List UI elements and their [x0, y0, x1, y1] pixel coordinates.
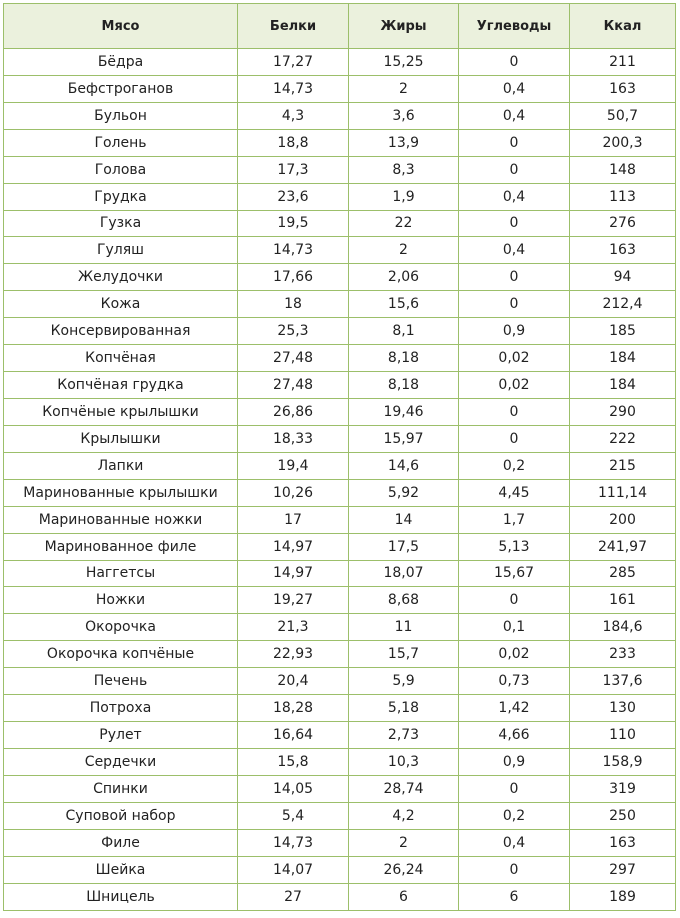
cell-carbs: 0,02 — [459, 372, 570, 399]
cell-meat: Шницель — [4, 883, 238, 910]
cell-meat: Маринованные ножки — [4, 506, 238, 533]
cell-fat: 8,68 — [349, 587, 459, 614]
cell-carbs: 5,13 — [459, 533, 570, 560]
cell-meat: Копчёная грудка — [4, 372, 238, 399]
cell-fat: 14,6 — [349, 452, 459, 479]
cell-carbs: 0,9 — [459, 748, 570, 775]
cell-kcal: 241,97 — [570, 533, 676, 560]
cell-fat: 2 — [349, 75, 459, 102]
table-row — [4, 695, 676, 722]
cell-meat: Копчёные крылышки — [4, 398, 238, 425]
cell-fat: 13,9 — [349, 129, 459, 156]
cell-fat: 8,3 — [349, 156, 459, 183]
cell-kcal: 200,3 — [570, 129, 676, 156]
cell-protein: 14,07 — [238, 856, 349, 883]
table-row — [4, 829, 676, 856]
cell-kcal: 111,14 — [570, 479, 676, 506]
table-body — [4, 49, 676, 911]
cell-meat: Бульон — [4, 102, 238, 129]
cell-meat: Бёдра — [4, 49, 238, 76]
cell-protein: 17,27 — [238, 49, 349, 76]
cell-carbs: 0,02 — [459, 345, 570, 372]
cell-fat: 15,7 — [349, 641, 459, 668]
cell-fat: 8,18 — [349, 372, 459, 399]
cell-fat: 3,6 — [349, 102, 459, 129]
cell-fat: 22 — [349, 210, 459, 237]
table-row — [4, 398, 676, 425]
cell-fat: 6 — [349, 883, 459, 910]
cell-kcal: 222 — [570, 425, 676, 452]
header-kcal: Ккал — [570, 4, 676, 49]
table-row — [4, 210, 676, 237]
cell-meat: Гуляш — [4, 237, 238, 264]
cell-meat: Суповой набор — [4, 802, 238, 829]
cell-fat: 15,97 — [349, 425, 459, 452]
table-row — [4, 641, 676, 668]
cell-protein: 18 — [238, 291, 349, 318]
cell-protein: 22,93 — [238, 641, 349, 668]
cell-kcal: 290 — [570, 398, 676, 425]
cell-meat: Консервированная — [4, 318, 238, 345]
cell-meat: Шейка — [4, 856, 238, 883]
table-row — [4, 49, 676, 76]
cell-carbs: 0,02 — [459, 641, 570, 668]
cell-fat: 14 — [349, 506, 459, 533]
cell-meat: Грудка — [4, 183, 238, 210]
table-row — [4, 479, 676, 506]
cell-carbs: 0,4 — [459, 829, 570, 856]
cell-carbs: 0 — [459, 587, 570, 614]
cell-carbs: 0,73 — [459, 668, 570, 695]
cell-protein: 26,86 — [238, 398, 349, 425]
cell-meat: Ножки — [4, 587, 238, 614]
cell-meat: Рулет — [4, 722, 238, 749]
cell-kcal: 161 — [570, 587, 676, 614]
table-row — [4, 372, 676, 399]
cell-carbs: 0 — [459, 156, 570, 183]
cell-fat: 5,18 — [349, 695, 459, 722]
cell-protein: 5,4 — [238, 802, 349, 829]
cell-meat: Желудочки — [4, 264, 238, 291]
header-meat: Мясо — [4, 4, 238, 49]
cell-carbs: 0,1 — [459, 614, 570, 641]
cell-meat: Окорочка — [4, 614, 238, 641]
cell-fat: 8,1 — [349, 318, 459, 345]
table-row — [4, 345, 676, 372]
cell-fat: 17,5 — [349, 533, 459, 560]
cell-meat: Лапки — [4, 452, 238, 479]
cell-fat: 5,92 — [349, 479, 459, 506]
cell-fat: 2,06 — [349, 264, 459, 291]
cell-kcal: 285 — [570, 560, 676, 587]
cell-kcal: 200 — [570, 506, 676, 533]
cell-kcal: 110 — [570, 722, 676, 749]
cell-fat: 28,74 — [349, 775, 459, 802]
cell-meat: Кожа — [4, 291, 238, 318]
table-row — [4, 264, 676, 291]
cell-fat: 19,46 — [349, 398, 459, 425]
table-row — [4, 237, 676, 264]
cell-kcal: 319 — [570, 775, 676, 802]
cell-carbs: 0 — [459, 425, 570, 452]
cell-kcal: 130 — [570, 695, 676, 722]
cell-kcal: 215 — [570, 452, 676, 479]
cell-meat: Копчёная — [4, 345, 238, 372]
cell-carbs: 0,4 — [459, 237, 570, 264]
cell-kcal: 184 — [570, 345, 676, 372]
cell-protein: 25,3 — [238, 318, 349, 345]
cell-carbs: 0 — [459, 291, 570, 318]
cell-fat: 2,73 — [349, 722, 459, 749]
table-row — [4, 291, 676, 318]
table-row — [4, 722, 676, 749]
cell-carbs: 0,2 — [459, 802, 570, 829]
header-carbs: Углеводы — [459, 4, 570, 49]
table-row — [4, 614, 676, 641]
cell-protein: 19,5 — [238, 210, 349, 237]
cell-fat: 15,6 — [349, 291, 459, 318]
cell-protein: 17,3 — [238, 156, 349, 183]
cell-meat: Потроха — [4, 695, 238, 722]
cell-fat: 10,3 — [349, 748, 459, 775]
cell-meat: Филе — [4, 829, 238, 856]
cell-carbs: 1,42 — [459, 695, 570, 722]
cell-protein: 23,6 — [238, 183, 349, 210]
cell-protein: 17,66 — [238, 264, 349, 291]
cell-kcal: 184 — [570, 372, 676, 399]
cell-carbs: 0 — [459, 49, 570, 76]
cell-protein: 19,4 — [238, 452, 349, 479]
cell-kcal: 113 — [570, 183, 676, 210]
cell-carbs: 6 — [459, 883, 570, 910]
cell-fat: 1,9 — [349, 183, 459, 210]
table-row — [4, 506, 676, 533]
cell-kcal: 185 — [570, 318, 676, 345]
cell-meat: Окорочка копчёные — [4, 641, 238, 668]
cell-carbs: 0,4 — [459, 75, 570, 102]
nutrition-table-container — [3, 3, 676, 911]
cell-kcal: 50,7 — [570, 102, 676, 129]
table-row — [4, 883, 676, 910]
cell-meat: Голова — [4, 156, 238, 183]
cell-protein: 27 — [238, 883, 349, 910]
cell-protein: 20,4 — [238, 668, 349, 695]
cell-kcal: 163 — [570, 237, 676, 264]
cell-carbs: 0 — [459, 398, 570, 425]
table-row — [4, 75, 676, 102]
cell-carbs: 4,45 — [459, 479, 570, 506]
cell-protein: 19,27 — [238, 587, 349, 614]
cell-meat: Сердечки — [4, 748, 238, 775]
cell-kcal: 163 — [570, 829, 676, 856]
cell-protein: 16,64 — [238, 722, 349, 749]
header-protein: Белки — [238, 4, 349, 49]
cell-kcal: 94 — [570, 264, 676, 291]
cell-fat: 15,25 — [349, 49, 459, 76]
cell-kcal: 137,6 — [570, 668, 676, 695]
cell-kcal: 189 — [570, 883, 676, 910]
cell-protein: 17 — [238, 506, 349, 533]
cell-protein: 14,97 — [238, 533, 349, 560]
cell-carbs: 0 — [459, 129, 570, 156]
cell-carbs: 0 — [459, 775, 570, 802]
cell-fat: 26,24 — [349, 856, 459, 883]
table-row — [4, 425, 676, 452]
table-row — [4, 452, 676, 479]
cell-meat: Печень — [4, 668, 238, 695]
table-row — [4, 129, 676, 156]
cell-carbs: 0,4 — [459, 183, 570, 210]
cell-carbs: 1,7 — [459, 506, 570, 533]
cell-protein: 27,48 — [238, 345, 349, 372]
cell-kcal: 233 — [570, 641, 676, 668]
cell-kcal: 148 — [570, 156, 676, 183]
cell-fat: 11 — [349, 614, 459, 641]
cell-protein: 14,73 — [238, 237, 349, 264]
cell-kcal: 276 — [570, 210, 676, 237]
table-row — [4, 775, 676, 802]
table-row — [4, 560, 676, 587]
header-fat: Жиры — [349, 4, 459, 49]
cell-carbs: 15,67 — [459, 560, 570, 587]
cell-carbs: 0 — [459, 856, 570, 883]
cell-carbs: 0 — [459, 264, 570, 291]
cell-kcal: 297 — [570, 856, 676, 883]
cell-meat: Маринованное филе — [4, 533, 238, 560]
cell-protein: 14,05 — [238, 775, 349, 802]
cell-protein: 10,26 — [238, 479, 349, 506]
cell-meat: Наггетсы — [4, 560, 238, 587]
cell-protein: 14,73 — [238, 829, 349, 856]
cell-fat: 2 — [349, 829, 459, 856]
cell-protein: 18,28 — [238, 695, 349, 722]
cell-kcal: 184,6 — [570, 614, 676, 641]
cell-protein: 14,97 — [238, 560, 349, 587]
table-row — [4, 102, 676, 129]
nutrition-table — [3, 3, 676, 911]
cell-meat: Голень — [4, 129, 238, 156]
cell-carbs: 4,66 — [459, 722, 570, 749]
table-row — [4, 533, 676, 560]
cell-kcal: 212,4 — [570, 291, 676, 318]
cell-kcal: 250 — [570, 802, 676, 829]
cell-protein: 18,8 — [238, 129, 349, 156]
cell-fat: 18,07 — [349, 560, 459, 587]
cell-protein: 27,48 — [238, 372, 349, 399]
table-row — [4, 668, 676, 695]
cell-protein: 4,3 — [238, 102, 349, 129]
cell-carbs: 0,2 — [459, 452, 570, 479]
cell-carbs: 0,9 — [459, 318, 570, 345]
cell-carbs: 0,4 — [459, 102, 570, 129]
cell-protein: 15,8 — [238, 748, 349, 775]
cell-fat: 5,9 — [349, 668, 459, 695]
cell-meat: Гузка — [4, 210, 238, 237]
cell-meat: Маринованные крылышки — [4, 479, 238, 506]
cell-protein: 14,73 — [238, 75, 349, 102]
table-row — [4, 587, 676, 614]
cell-kcal: 158,9 — [570, 748, 676, 775]
table-row — [4, 802, 676, 829]
table-row — [4, 156, 676, 183]
cell-fat: 8,18 — [349, 345, 459, 372]
cell-protein: 18,33 — [238, 425, 349, 452]
table-row — [4, 318, 676, 345]
cell-protein: 21,3 — [238, 614, 349, 641]
cell-kcal: 163 — [570, 75, 676, 102]
table-row — [4, 748, 676, 775]
cell-carbs: 0 — [459, 210, 570, 237]
table-header-row — [4, 4, 676, 49]
cell-meat: Спинки — [4, 775, 238, 802]
cell-kcal: 211 — [570, 49, 676, 76]
cell-meat: Бефстроганов — [4, 75, 238, 102]
cell-meat: Крылышки — [4, 425, 238, 452]
table-row — [4, 856, 676, 883]
table-row — [4, 183, 676, 210]
cell-fat: 2 — [349, 237, 459, 264]
cell-fat: 4,2 — [349, 802, 459, 829]
